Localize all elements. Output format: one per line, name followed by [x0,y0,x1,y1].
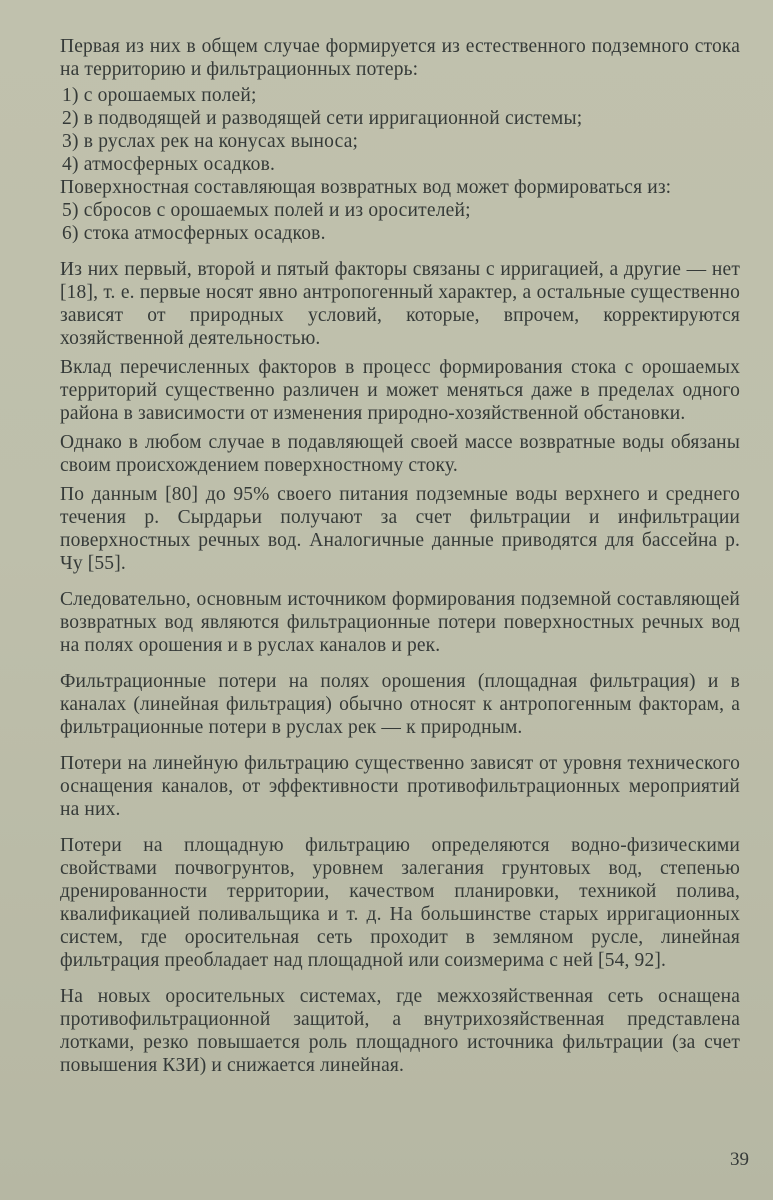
list-item: 3) в руслах рек на конусах выноса; [62,131,359,152]
page-text [60,35,740,1077]
paragraph-intro: Первая из них в общем случае формируется из естественного подземного стока на территорию и фильтрационных потерь: [60,36,740,80]
paragraph-linear-filtration: Потери на линейную фильтрацию существенно зависят от уровня технического оснащения каналов, от эффективности противофильтрационных мероприятий на них. [60,753,740,820]
factor-list-surface [60,199,740,245]
paragraph-return-water: Однако в любом случае в подавляющей своей массе возвратные воды обязаны своим происхождением поверхностному стоку. [60,432,740,476]
list-item: 6) стока атмосферных осадков. [62,223,326,244]
list-item: 5) сбросов с орошаемых полей и из оросителей; [62,200,471,221]
paragraph-main-source: Следовательно, основным источником формирования подземной составляющей возвратных вод являются фильтрационные потери поверхностных речных вод на полях орошения и в руслах каналов и рек. [60,589,740,656]
list-item: 4) атмосферных осадков. [62,154,276,175]
page-number: 39 [730,1149,749,1170]
list-item: 2) в подводящей и разводящей сети ирригационной системы; [62,108,583,129]
paragraph-factors: Из них первый, второй и пятый факторы связаны с ирригацией, а другие — нет [18], т. е. первые носят явно антропогенный характер, а остальные существенно зависят от природных условий, которые, впрочем, корректируются хозяйственной деятельностью. [60,259,740,349]
list-item: 1) с орошаемых полей; [62,85,257,106]
paragraph-filtration-losses: Фильтрационные потери на полях орошения (площадная фильтрация) и в каналах (линейная фильтрация) обычно относят к антропогенным факторам, а фильтрационные потери в руслах рек — к природным. [60,671,740,738]
paragraph-surface-component: Поверхностная составляющая возвратных вод может формироваться из: [60,177,672,198]
paragraph-contribution: Вклад перечисленных факторов в процесс формирования стока с орошаемых территорий существенно различен и может меняться даже в пределах одного района в зависимости от изменения природно-хозяйственной обстановки. [60,357,740,424]
factor-list-underground [60,84,740,176]
paragraph-areal-filtration: Потери на площадную фильтрацию определяются водно-физическими свойствами почвогрунтов, уровнем залегания грунтовых вод, степенью дренированности территории, качеством планировки, техникой полива, квалификацией поливальщика и т. д. На большинстве старых ирригационных систем, где оросительная сеть проходит в земляном русле, линейная фильтрация преобладает над площадной или соизмерима с ней [54, 92]. [60,835,740,971]
paragraph-syrdarya-data: По данным [80] до 95% своего питания подземные воды верхнего и среднего течения р. Сырдарьи получают за счет фильтрации и инфильтрации поверхностных речных вод. Аналогичные данные приводятся для бассейна р. Чу [55]. [60,484,740,574]
paragraph-new-systems: На новых оросительных системах, где межхозяйственная сеть оснащена противофильтрационной защитой, а внутрихозяйственная представлена лотками, резко повышается роль площадного источника фильтрации (за счет повышения КЗИ) и снижается линейная. [60,986,740,1076]
